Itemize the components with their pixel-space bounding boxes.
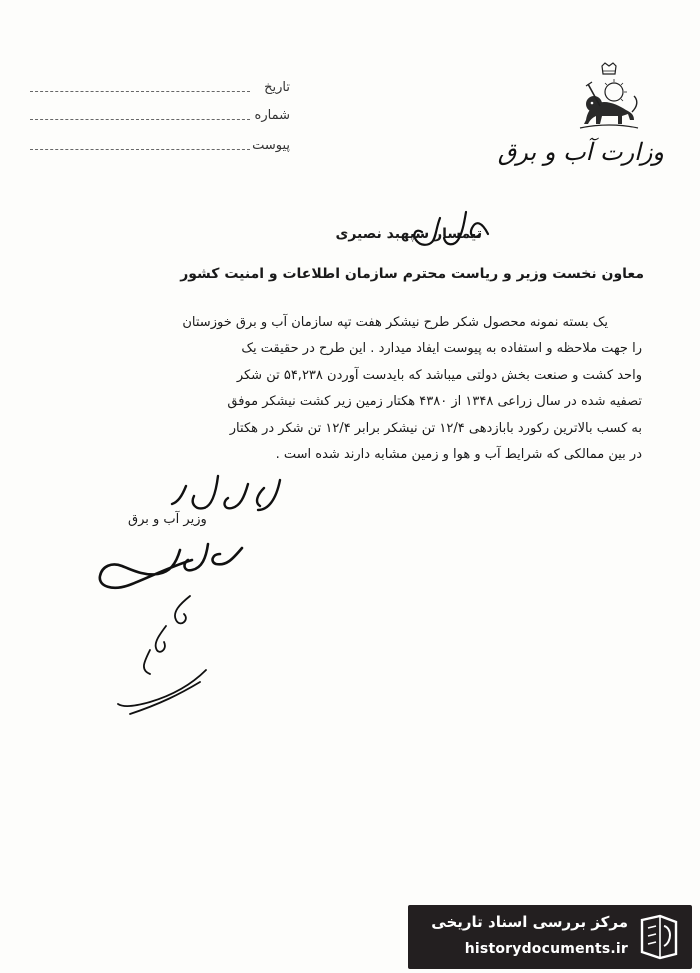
attachment-field [30,138,290,153]
archive-name: مرکز بررسی اسناد تاریخی [431,913,628,931]
number-field [30,108,290,123]
date-label: تاریخ [264,80,290,95]
lion-and-sun-emblem-icon [578,62,640,134]
recipient-title: معاون نخست وزیر و ریاست محترم سازمان اطلاعات و امنیت کشور [180,266,644,282]
letter-body [94,310,642,468]
attachment-line [30,149,250,150]
ministry-name: وزارت آب و برق [497,138,664,166]
minister-title: وزیر آب و برق [128,512,207,527]
attachment-label: پیوست [252,138,290,153]
body-line: را جهت ملاحظه و استفاده به پیوست ایفاد میدارد . این طرح در حقیقت یک [241,341,642,357]
body-line: یک بسته نمونه محصول شکر طرح نیشکر هفت تپه سازمان آب و برق خوزستان [182,315,608,330]
date-field [30,80,290,95]
number-label: شماره [254,108,290,123]
body-line: واحد کشت و صنعت بخش دولتی میباشد که بایدست آوردن ۵۴,۲۳۸ تن شکر [236,367,642,383]
addressee-name: تیمسار سپهبد نصیری [335,226,482,242]
body-line: به کسب بالاترین رکورد بابازدهی ۱۲/۴ تن نیشکر برابر ۱۲/۴ تن شکر در هکتار [229,420,642,436]
archive-logo-icon [636,912,682,962]
number-line [30,119,250,120]
body-line: تصفیه شده در سال زراعی ۱۳۴۸ از ۴۳۸۰ هکتار زمین زیر کشت نیشکر موفق [227,394,642,410]
archive-website-link[interactable]: historydocuments.ir [464,941,628,957]
handwritten-note [110,590,220,720]
date-line [30,91,250,92]
archive-watermark [408,905,692,969]
body-line: در بین ممالکی که شرایط آب و هوا و زمین مشابه دارند شده است . [275,447,642,463]
